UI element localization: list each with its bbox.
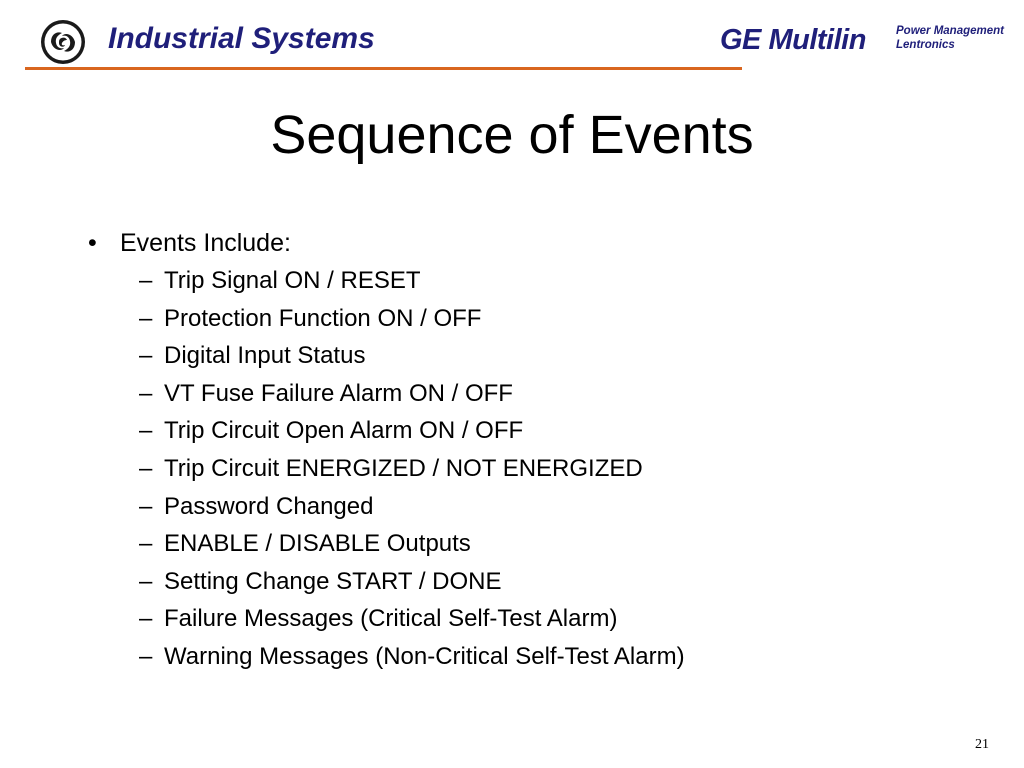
sub-item-text: Setting Change START / DONE: [164, 567, 502, 595]
sub-item: [139, 412, 988, 450]
sub-item-text: Warning Messages (Non-Critical Self-Test Alarm): [164, 642, 685, 670]
sub-item: [139, 375, 988, 413]
dash-marker: –: [139, 267, 153, 294]
slide-header: [0, 0, 1024, 80]
sub-item: [139, 563, 988, 601]
sub-item-text: VT Fuse Failure Alarm ON / OFF: [164, 379, 513, 407]
page-number: 21: [975, 737, 989, 752]
ge-monogram-icon: [40, 19, 86, 65]
sub-item-text: Password Changed: [164, 492, 374, 520]
sub-item-text: Trip Circuit Open Alarm ON / OFF: [164, 417, 524, 445]
sub-item: [139, 450, 988, 488]
sub-item-text: Trip Circuit ENERGIZED / NOT ENERGIZED: [164, 454, 643, 482]
bullet-text: Events Include:: [120, 229, 291, 257]
sub-item-text: Trip Signal ON / RESET: [164, 267, 421, 294]
dash-marker: –: [139, 567, 153, 595]
dash-marker: –: [139, 492, 153, 520]
dash-marker: –: [139, 530, 153, 558]
sub-item: [139, 525, 988, 563]
slide-title: Sequence of Events: [270, 105, 754, 165]
brand-subtitle-line-1: Power Management: [896, 25, 1004, 37]
sub-item-text: Digital Input Status: [164, 342, 366, 370]
header-divider: [25, 67, 742, 70]
sub-item-text: ENABLE / DISABLE Outputs: [164, 530, 471, 558]
division-title: Industrial Systems: [108, 22, 375, 55]
dash-marker: –: [139, 454, 153, 482]
sub-item: [139, 488, 988, 526]
bullet-marker: •: [88, 229, 97, 257]
sub-item: [139, 337, 988, 375]
dash-marker: –: [139, 304, 153, 332]
brand-name: GE Multilin: [720, 24, 866, 56]
dash-marker: –: [139, 342, 153, 370]
dash-marker: –: [139, 605, 153, 633]
sub-item: [139, 600, 988, 638]
brand-subtitle-line-2: Lentronics: [896, 39, 955, 51]
sub-item: [139, 262, 988, 300]
slide-content: [88, 224, 988, 676]
brand-subtitle: [896, 24, 1004, 52]
sub-item-text: Failure Messages (Critical Self-Test Alarm): [164, 605, 618, 633]
sub-item: [139, 300, 988, 338]
bullet-item: [88, 224, 988, 262]
sub-item: [139, 638, 988, 676]
sub-item-list: [88, 262, 988, 676]
dash-marker: –: [139, 417, 153, 445]
sub-item-text: Protection Function ON / OFF: [164, 304, 482, 332]
dash-marker: –: [139, 379, 153, 407]
dash-marker: –: [139, 642, 153, 670]
